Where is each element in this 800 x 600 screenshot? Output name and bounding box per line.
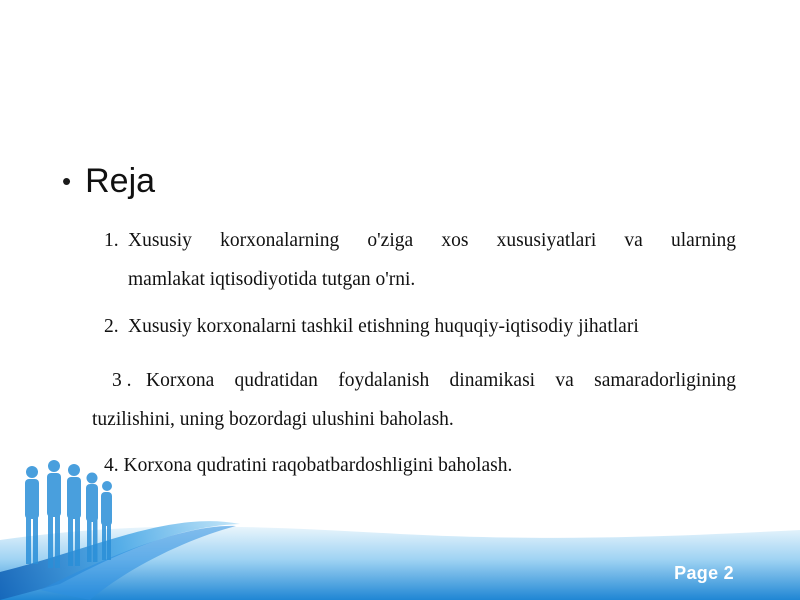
item-3-line-1: Korxona qudratidan foydalanish dinamikasi va samaradorligining: [146, 370, 736, 391]
item-1-number: 1.: [104, 230, 119, 251]
item-4-text: 4. Korxona qudratini raqobatbardoshligini baholash.: [104, 455, 513, 476]
heading-row: [62, 164, 155, 198]
item-2-text: Xususiy korxonalarni tashkil etishning huquqiy-iqtisodiy jihatlari: [128, 316, 639, 337]
item-2-number: 2.: [104, 316, 119, 337]
slide-title: Reja: [85, 162, 156, 200]
item-3-line-2: tuzilishini, uning bozordagi ulushini baholash.: [92, 409, 454, 430]
bullet-icon: •: [62, 166, 72, 196]
item-3-number: 3 .: [112, 370, 132, 391]
item-1-line-1: Xususiy korxonalarning o'ziga xos xususiyatlari va ularning: [128, 230, 736, 251]
business-people-silhouettes-icon: [10, 456, 120, 576]
item-1-line-2: mamlakat iqtisodiyotida tutgan o'rni.: [128, 269, 416, 290]
page-number-label: Page 2: [674, 563, 734, 583]
